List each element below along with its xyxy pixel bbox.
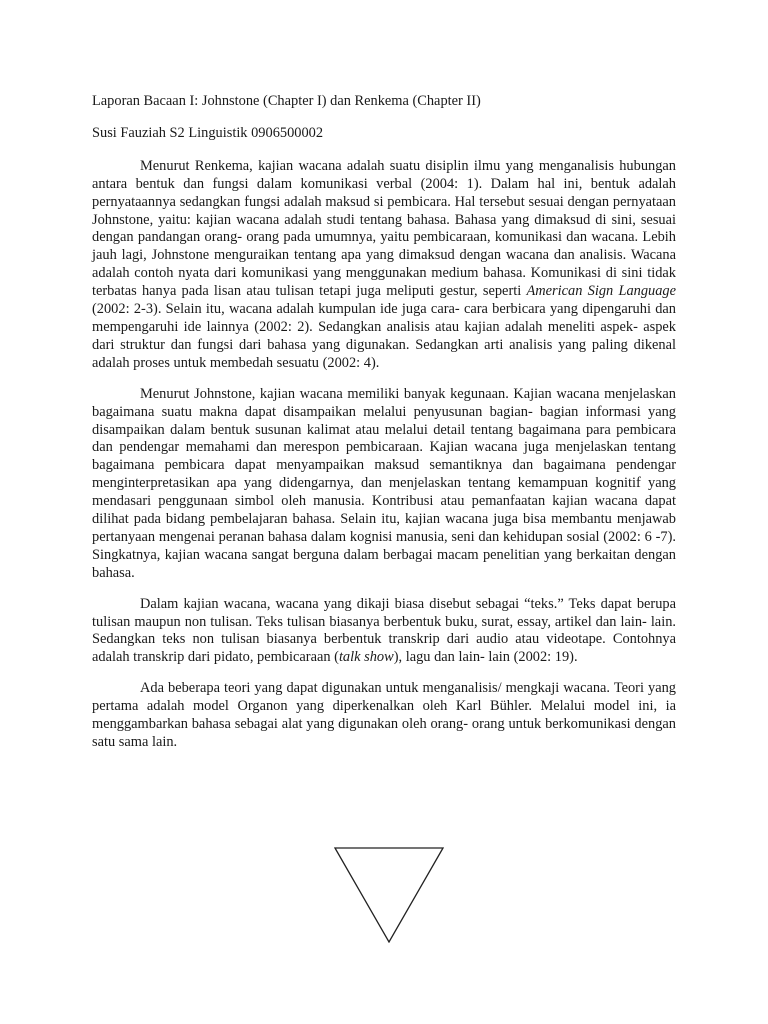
paragraph-3-emphasis: talk show [338, 649, 394, 666]
inverted-triangle-shape [335, 848, 443, 942]
paragraph-1-text-a: Menurut Renkema, kajian wacana adalah suatu disiplin ilmu yang menganalisis hubungan antara bentuk dan fungsi dalam komunikasi verbal (2004: 1). Dalam hal ini, bentuk adalah pernyataannya sedangkan fungsi adalah maksud si pembicara. Hal tersebut sesuai dengan pernyataan Johnstone, yaitu: kajian wacana adalah studi tentang bahasa. Bahasa yang dimaksud di sini, sesuai dengan pandangan orang- orang pada umumnya, yaitu pembicaraan, komunikasi dan wacana. Lebih jauh lagi, Johnstone menguraikan tentang apa yang dimaksud dengan wacana dan analisis. Wacana adalah contoh nyata dari komunikasi yang menggunakan medium bahasa. Komunikasi di sini tidak terbatas hanya pada lisan atau tulisan tetapi juga meliputi gestur, seperti [92, 157, 676, 300]
triangle-diagram [334, 847, 444, 943]
paragraph-1-text-b: (2002: 2-3). Selain itu, wacana adalah kumpulan ide juga cara- cara berbicara yang dipengaruhi dan mempengaruhi ide lainnya (2002: 2). Sedangkan analisis atau kajian adalah meneliti aspek- aspek dari struktur dan fungsi dari bahasa yang digunakan. Sedangkan arti analisis yang paling dikenal adalah proses untuk membedah sesuatu (2002: 4). [92, 301, 676, 371]
paragraph-3-text-a: Dalam kajian wacana, wacana yang dikaji biasa disebut sebagai “teks.” Teks dapat berupa tulisan maupun non tulisan. Teks tulisan biasanya berbentuk buku, surat, essay, artikel dan lain- lain. Sedangkan teks non tulisan biasanya berbentuk transkrip dari audio atau videotape. Contohnya adalah transkrip dari pidato, pembicaraan ( [92, 595, 676, 666]
paragraph-1 [92, 158, 676, 373]
paragraph-1-emphasis: American Sign Language [526, 283, 677, 300]
paragraph-3 [92, 596, 676, 668]
document-title: Laporan Bacaan I: Johnstone (Chapter I) dan Renkema (Chapter II) [92, 93, 481, 109]
paragraph-4: Ada beberapa teori yang dapat digunakan untuk menganalisis/ mengkaji wacana. Teori yang pertama adalah model Organon yang diperkenalkan oleh Karl Bühler. Melalui model ini, ia menggambarkan bahasa sebagai alat yang digunakan oleh orang- orang untuk berkomunikasi dengan satu sama lain. [92, 680, 676, 750]
paragraph-2: Menurut Johnstone, kajian wacana memiliki banyak kegunaan. Kajian wacana menjelaskan bagaimana suatu makna dapat disampaikan melalui penyusunan bagian- bagian informasi yang disampaikan dalam bentuk susunan kalimat atau melalui detail tentang bagaimana para pembicara dan pendengar memahami dan merespon pembicaraan. Kajian wacana juga menjelaskan tentang bagaimana pembicara dapat menyampaikan maksud semantiknya dan bagaimana pendengar menginterpretasikan apa yang didengarnya, dan menjelaskan tentang kemampuan kognitif yang mendasari penggunaan simbol oleh manusia. Kontribusi atau pemanfaatan kajian wacana dapat dilihat pada bidang pembelajaran bahasa. Selain itu, kajian wacana juga bisa membantu menjawab pertanyaan mengenai peranan bahasa dalam kognisi manusia, seni dan kehidupan sosial (2002: 6 -7). Singkatnya, kajian wacana sangat berguna dalam berbagai macam penelitian yang berkaitan dengan bahasa. [92, 385, 676, 581]
paragraph-3-text-b: ), lagu dan lain- lain (2002: 19). [393, 649, 578, 666]
author-line: Susi Fauziah S2 Linguistik 0906500002 [92, 124, 324, 141]
document-page [92, 93, 676, 765]
